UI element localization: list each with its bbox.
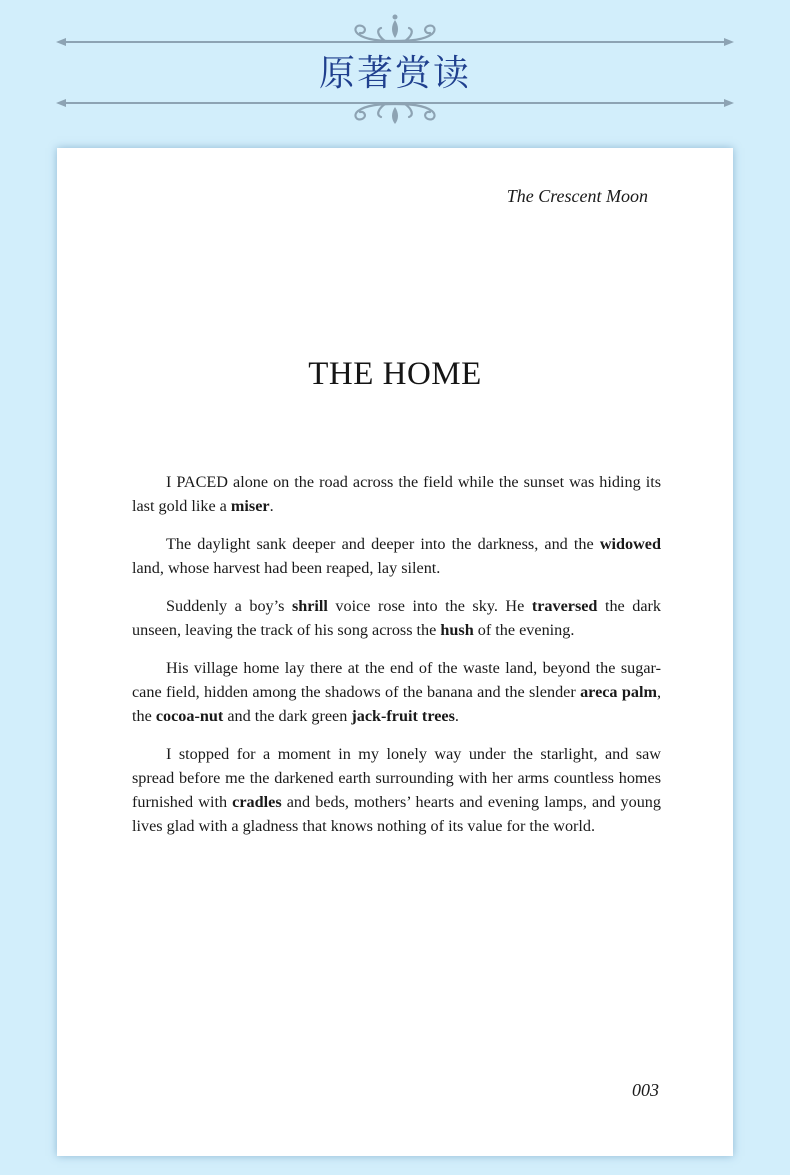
vocabulary-word: hush [440, 621, 474, 639]
text-run: of the evening. [473, 621, 575, 639]
text-run: and the dark green [223, 707, 352, 725]
paragraph [132, 470, 661, 518]
chapter-title: THE HOME [308, 356, 482, 392]
text-run: . [454, 707, 459, 725]
paragraph [132, 742, 661, 838]
text-run: Suddenly a boy’s [166, 597, 292, 615]
running-head: The Crescent Moon [506, 186, 648, 206]
text-run: I stopped for a moment in my lonely way under the starlight, and saw spread before me the darkened earth surrounding with her arms countless homes furnished with [132, 745, 661, 811]
paragraph [132, 532, 661, 580]
text-run: and beds, mothers’ hearts and evening lamps, and young lives glad with a gladness that knows nothing of its value for the world. [132, 793, 661, 835]
page-number: 003 [632, 1080, 659, 1100]
text-run: , the [132, 683, 661, 725]
book-page [57, 148, 733, 1156]
vocabulary-word: widowed [599, 535, 661, 553]
vocabulary-word: jack-fruit trees [351, 707, 455, 725]
section-banner [0, 0, 790, 140]
vocabulary-word: traversed [531, 597, 598, 615]
vocabulary-word: miser [230, 497, 270, 515]
text-run: voice rose into the sky. He [327, 597, 532, 615]
text-run: His village home lay there at the end of the waste land, beyond the sugar-cane field, hidden among the shadows of the banana and the slender [132, 659, 661, 701]
text-run: The daylight sank deeper and deeper into the darkness, and the [166, 535, 600, 553]
text-run: land, whose harvest had been reaped, lay silent. [132, 559, 441, 577]
paragraph [132, 594, 661, 642]
vocabulary-word: cradles [232, 793, 282, 811]
body-text [132, 470, 661, 852]
paragraph [132, 656, 661, 728]
vocabulary-word: cocoa-nut [155, 707, 224, 725]
text-run: . [269, 497, 274, 515]
vocabulary-word: shrill [291, 597, 328, 615]
text-run: the dark unseen, leaving the track of his song across the [132, 597, 661, 639]
vocabulary-word: areca palm [580, 683, 657, 701]
text-run: I PACED alone on the road across the field while the sunset was hiding its last gold like a [132, 473, 661, 515]
banner-title: 原著赏读 [318, 53, 471, 94]
